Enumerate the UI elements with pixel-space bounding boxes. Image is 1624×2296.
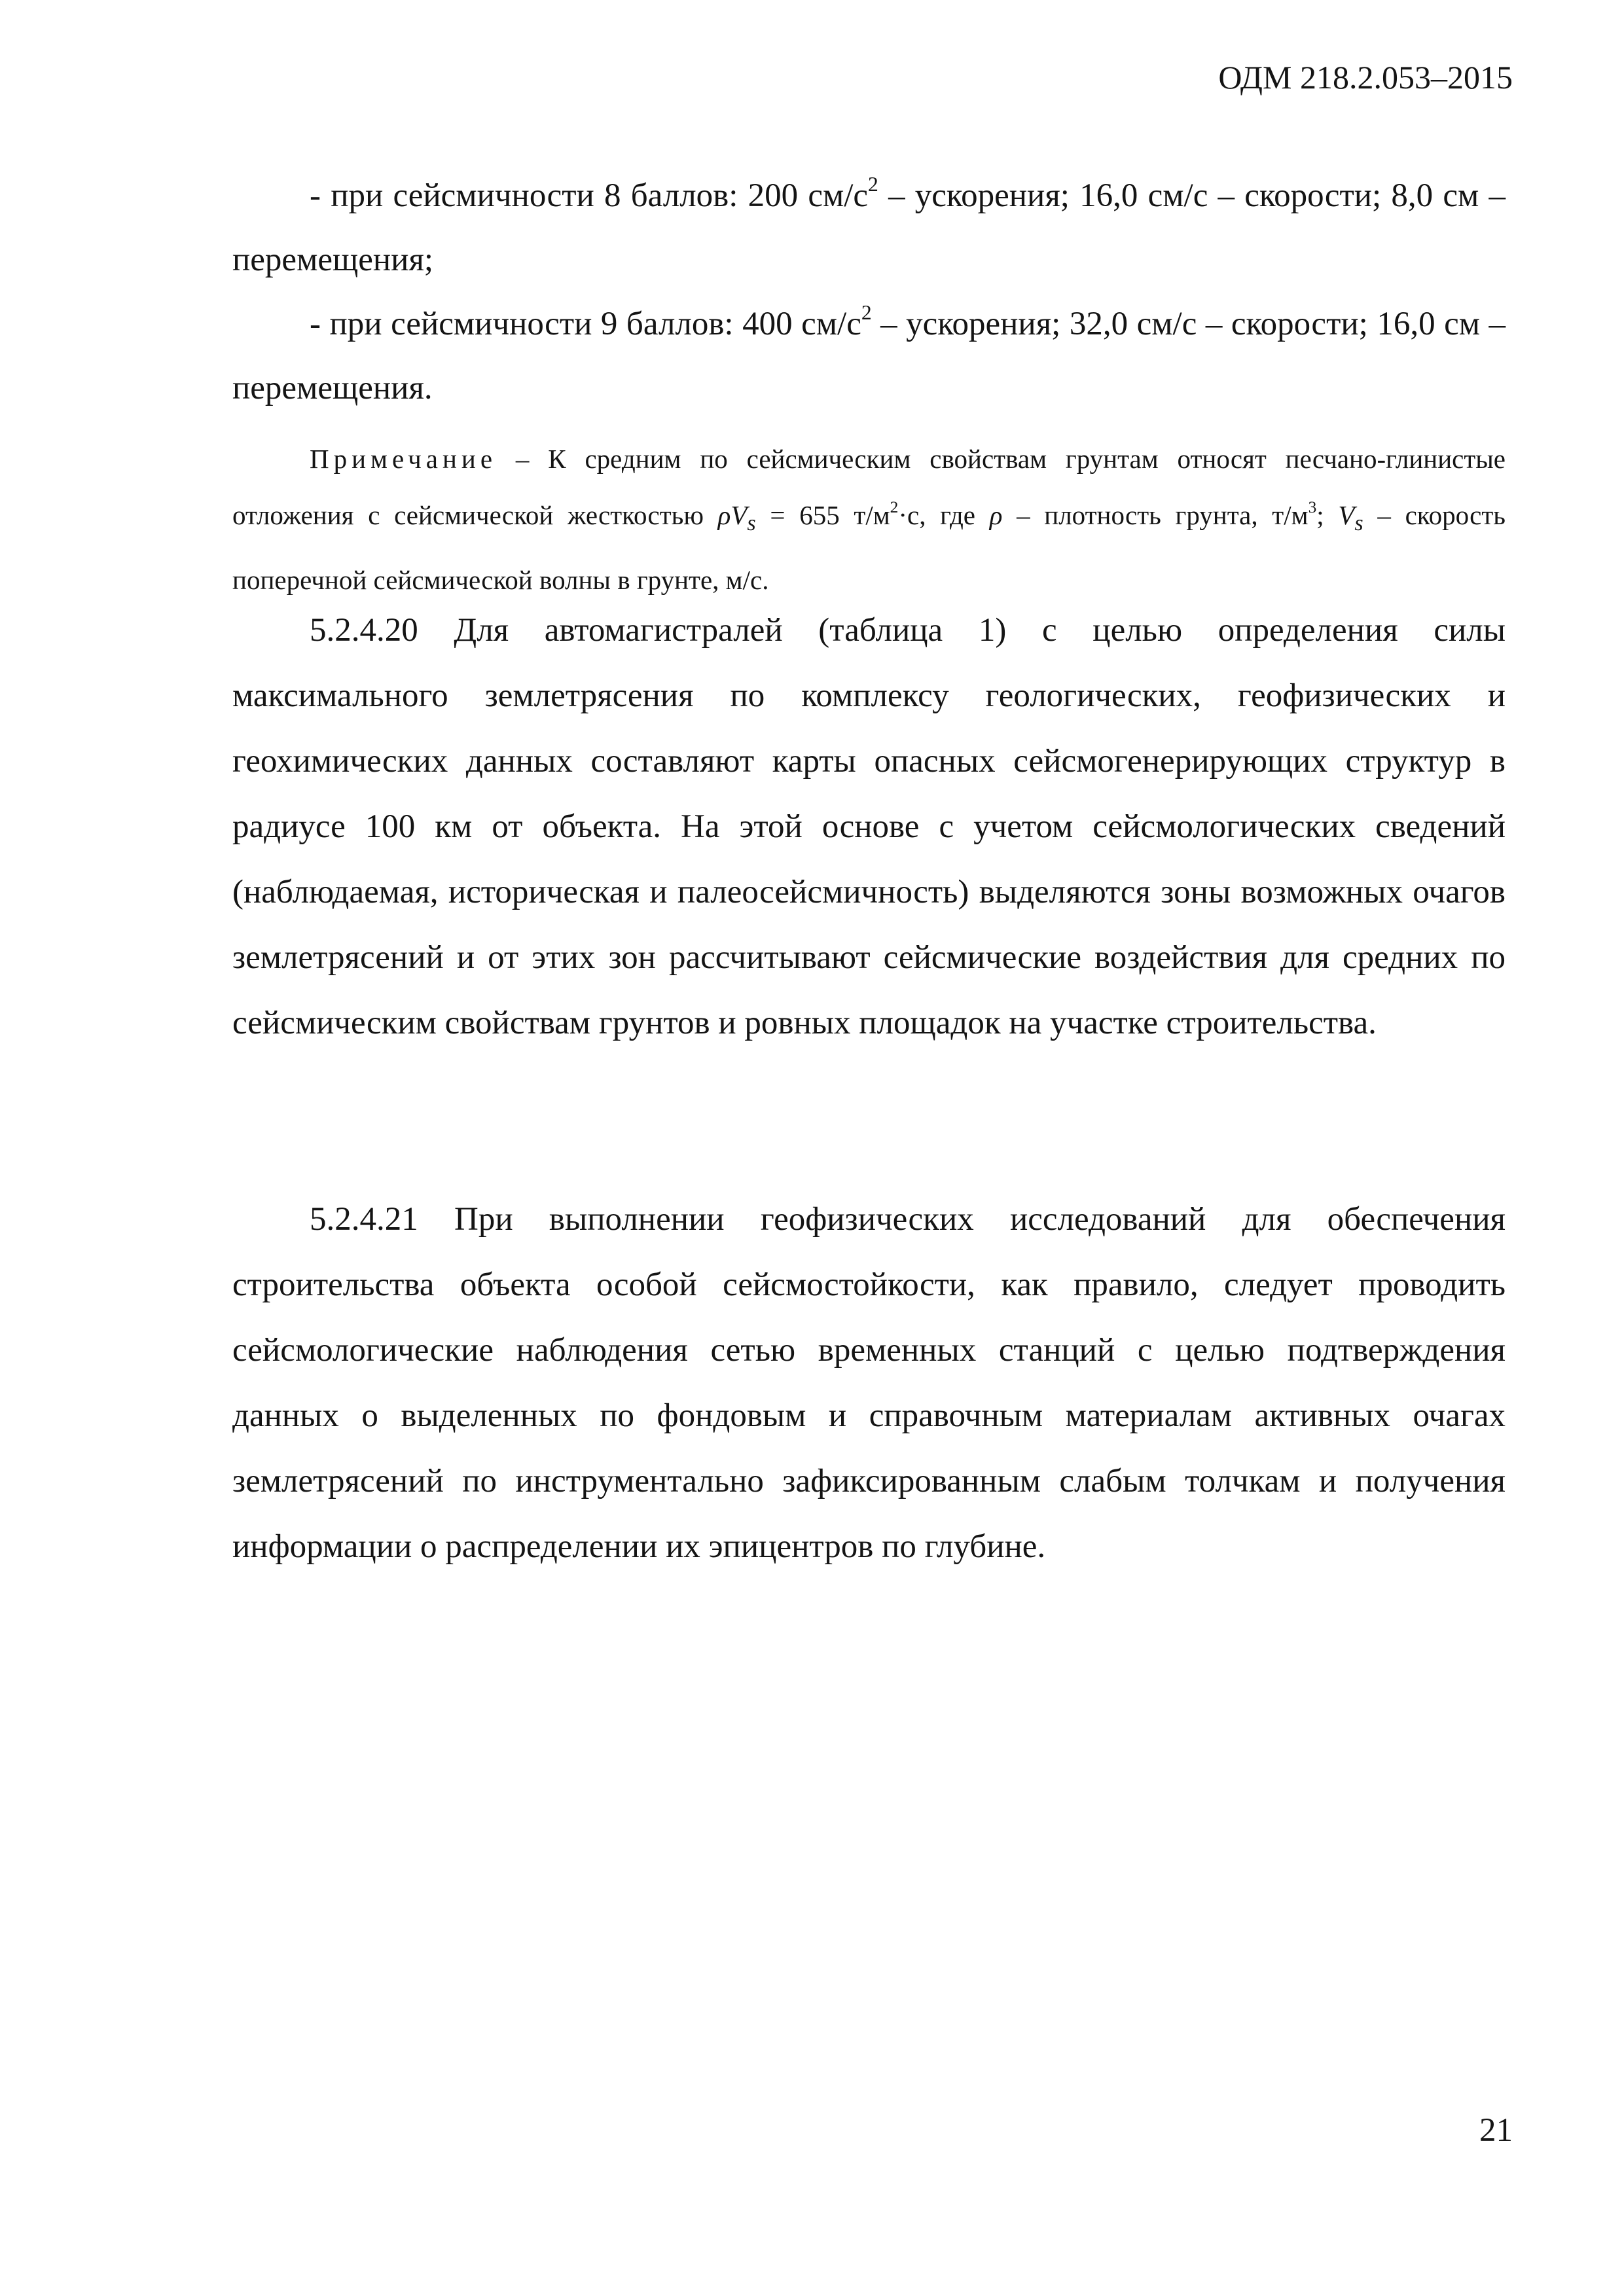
- note-block: [232, 431, 1506, 608]
- section-5-2-4-20: [232, 598, 1506, 1056]
- vs-symbol: V: [731, 500, 748, 530]
- vs-symbol-2: V: [1338, 500, 1355, 530]
- paragraph-5-2-4-20: 5.2.4.20 Для автомагистралей (таблица 1) с целью определения силы максимального землетрясения по комплексу геологических, геофизических и геохимических данных составляют карты опасных сейсмогенерирующих структур в радиусе 100 км от объекта. На этой основе с учетом сейсмологических сведений (наблюдаемая, историческая и палеосейсмичность) выделяются зоны возможных очагов землетрясений и от этих зон рассчитывают сейсмические воздействия для средних по сейсмическим свойствам грунтов и ровных площадок на участке строительства.: [232, 612, 1506, 1041]
- vs-subscript: s: [747, 511, 756, 536]
- bullet-8-superscript: 2: [868, 173, 878, 196]
- page-number: 21: [1479, 2112, 1513, 2149]
- bullet-9-text-a: - при сейсмичности 9 баллов: 400 см/с: [310, 306, 861, 342]
- note-superscript-2: 3: [1308, 497, 1317, 516]
- bullet-9-superscript: 2: [861, 301, 872, 325]
- bullet-list: [232, 164, 1506, 420]
- note-text-1: – К средним по сейсмическим свойствам грунтам относят песчано-глинистые отложения с сейсмической жесткостью: [232, 444, 1506, 530]
- bullet-8-text-b: – ускорения; 16,0 см/с – скорости; 8,0 см – перемещения;: [232, 177, 1506, 278]
- note-text-6: – скорость поперечной сейсмической волны в грунте, м/с.: [232, 500, 1506, 596]
- note-text-4: – плотность грунта, т/м: [1002, 500, 1308, 530]
- bullet-seismicity-8: [232, 164, 1506, 292]
- note-label: Примечание: [310, 444, 497, 474]
- bullet-seismicity-9: [232, 292, 1506, 420]
- bullet-9-text-b: – ускорения; 32,0 см/с – скорости; 16,0 см – перемещения.: [232, 306, 1506, 406]
- bullet-8-text-a: - при сейсмичности 8 баллов: 200 см/с: [310, 177, 869, 214]
- vs-subscript-2: s: [1354, 511, 1363, 536]
- note-paragraph: [232, 431, 1506, 608]
- rho-symbol-2: ρ: [989, 500, 1003, 530]
- note-text-2: = 655 т/м: [755, 500, 890, 530]
- note-superscript-1: 2: [890, 497, 899, 516]
- document-code-header: ОДМ 218.2.053–2015: [1218, 59, 1513, 96]
- paragraph-5-2-4-21: 5.2.4.21 При выполнении геофизических исследований для обеспечения строительства объекта особой сейсмостойкости, как правило, следует проводить сейсмологические наблюдения сетью временных станций с целью подтверждения данных о выделенных по фондовым и справочным материалам активных очагах землетрясений по инструментально зафиксированным слабым толчкам и получения информации о распределении их эпицентров по глубине.: [232, 1201, 1506, 1565]
- note-text-3: ·с, где: [898, 500, 990, 530]
- rho-symbol: ρ: [717, 500, 731, 530]
- section-5-2-4-21: [232, 1187, 1506, 1579]
- note-text-5: ;: [1316, 500, 1339, 530]
